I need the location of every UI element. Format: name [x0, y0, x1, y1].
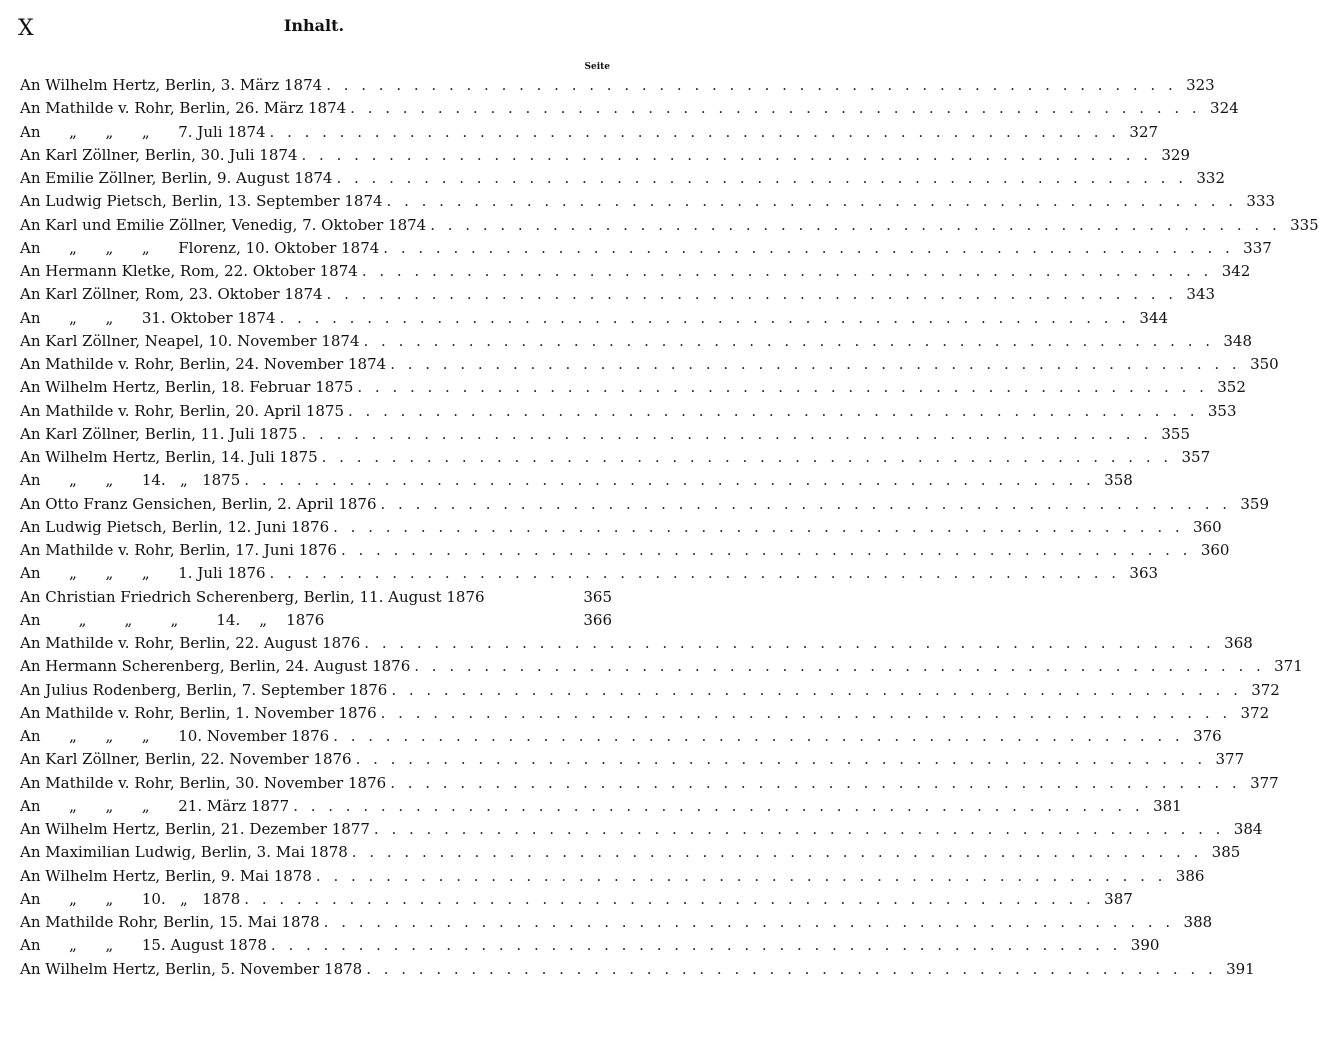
toc-page-number: 343	[1186, 285, 1216, 304]
toc-page-number: 323	[1186, 76, 1215, 94]
toc-entry	[20, 702, 1270, 725]
toc-page-number: 344	[1139, 308, 1169, 327]
toc-entry	[20, 283, 1216, 306]
toc-page-number: 372	[1240, 703, 1270, 722]
toc-page-number: 371	[1274, 657, 1303, 676]
toc-entry-text: An Julius Rodenberg, Berlin, 7. September 1876	[20, 680, 388, 699]
toc-entry	[20, 307, 1169, 330]
toc-entry-text: An „ „ „ 10. November 1876	[20, 727, 330, 745]
toc-entry-text: An Wilhelm Hertz, Berlin, 9. Mai 1878	[20, 866, 312, 885]
toc-entry-text: An Mathilde v. Rohr, Berlin, 17. Juni 1876	[20, 541, 337, 559]
toc-entry-text: An „ „ „ 21. März 1877	[20, 796, 290, 815]
toc-page-number: 329	[1161, 145, 1191, 164]
dot-leader	[366, 958, 1217, 981]
toc-entry	[20, 121, 1159, 144]
toc-entry	[20, 493, 1270, 516]
toc-page-number: 391	[1226, 959, 1255, 978]
toc-entry-text: An Karl Zöllner, Berlin, 11. Juli 1875	[20, 424, 298, 443]
toc-entry-text: An „ „ 31. Oktober 1874	[20, 308, 276, 327]
dot-leader	[333, 725, 1184, 748]
toc-page-number: 386	[1175, 866, 1205, 885]
toc-entry	[20, 190, 1276, 213]
toc-entry-text: An Hermann Kletke, Rom, 22. Oktober 1874	[20, 262, 358, 280]
toc-entry	[20, 260, 1251, 283]
toc-page-number: 337	[1243, 238, 1272, 257]
toc-entry-text: An Mathilde v. Rohr, Berlin, 22. August 1876	[20, 634, 361, 652]
dot-leader	[352, 841, 1203, 864]
dot-leader	[336, 167, 1187, 190]
toc-entry	[20, 376, 1246, 399]
toc-entry-text: An Mathilde v. Rohr, Berlin, 30. November 1876	[20, 773, 387, 792]
toc-entry	[20, 97, 1239, 120]
page-number: X	[18, 16, 35, 41]
toc-page-number: 348	[1223, 331, 1253, 350]
toc-entry	[20, 911, 1213, 934]
toc-entry-text: An „ „ 10. „ 1878	[20, 889, 241, 908]
dot-leader	[270, 121, 1121, 144]
toc-page-number: 376	[1193, 727, 1222, 745]
dot-leader	[356, 748, 1207, 771]
toc-page-number: 324	[1210, 99, 1239, 118]
dot-leader	[322, 446, 1173, 469]
toc-page-number: 350	[1250, 355, 1279, 373]
toc-entry	[20, 214, 1319, 237]
toc-page-number: 387	[1104, 889, 1133, 908]
toc-entry	[20, 167, 1225, 190]
dot-leader	[430, 214, 1281, 237]
toc-page-number: 384	[1233, 820, 1263, 838]
toc-entry-text: An Wilhelm Hertz, Berlin, 21. Dezember 1877	[20, 820, 370, 838]
toc-entry	[20, 74, 1215, 97]
dot-leader	[364, 330, 1215, 353]
toc-entry-text: An „ „ „ 1. Juli 1876	[20, 564, 266, 583]
toc-page-number: 357	[1181, 448, 1211, 466]
dot-leader	[341, 539, 1192, 562]
dot-leader	[383, 237, 1234, 260]
toc-entry	[20, 423, 1191, 446]
toc-page-number: 353	[1207, 401, 1237, 420]
toc-entry-text: An Maximilian Ludwig, Berlin, 3. Mai 1878	[20, 843, 348, 862]
toc-entry	[20, 958, 1255, 981]
toc-entry-text: An Wilhelm Hertz, Berlin, 14. Juli 1875	[20, 448, 318, 466]
dot-leader	[324, 911, 1175, 934]
toc-entry	[20, 632, 1253, 655]
toc-page-number: 359	[1240, 494, 1270, 513]
toc-page-number: 368	[1224, 634, 1253, 652]
toc-page-number: 366	[583, 610, 612, 629]
toc-entry	[20, 725, 1222, 748]
dot-leader	[293, 795, 1144, 818]
toc-entry-text: An Mathilde v. Rohr, Berlin, 26. März 1874	[20, 99, 347, 118]
page-title: Inhalt.	[283, 16, 345, 35]
toc-entry	[20, 446, 1211, 469]
toc-entry-text: An Mathilde v. Rohr, Berlin, 24. November 1874	[20, 355, 387, 373]
toc-entry	[20, 330, 1253, 353]
toc-entry-text: An Emilie Zöllner, Berlin, 9. August 1874	[20, 169, 333, 187]
toc-entry	[20, 539, 1230, 562]
dot-leader	[390, 353, 1241, 376]
toc-entry-text: An „ „ 14. „ 1875	[20, 471, 241, 490]
toc-entry	[20, 144, 1191, 167]
toc-entry-text: An Karl und Emilie Zöllner, Venedig, 7. Oktober 1874	[20, 215, 427, 234]
dot-leader	[381, 702, 1232, 725]
toc-page-number: 352	[1217, 378, 1246, 397]
toc-entry-text: An Ludwig Pietsch, Berlin, 13. September 1874	[20, 192, 383, 211]
dot-leader	[271, 934, 1122, 957]
toc-entry-text: An Mathilde Rohr, Berlin, 15. Mai 1878	[20, 913, 320, 931]
dot-leader	[327, 283, 1178, 306]
toc-entry-text: An „ „ 15. August 1878	[20, 936, 267, 955]
toc-entry	[20, 655, 1303, 678]
toc-entry-text: An „ „ „ 7. Juli 1874	[20, 122, 266, 141]
dot-leader	[381, 493, 1232, 516]
dot-leader	[302, 423, 1153, 446]
dot-leader	[280, 307, 1131, 330]
dot-leader	[326, 74, 1177, 97]
toc-entry	[20, 841, 1241, 864]
toc-page-number: 335	[1290, 215, 1319, 234]
dot-leader	[316, 865, 1167, 888]
dot-leader	[350, 97, 1201, 120]
toc-entry	[20, 934, 1160, 957]
dot-leader	[362, 260, 1213, 283]
toc-page-number: 363	[1129, 564, 1159, 583]
dot-leader	[348, 400, 1199, 423]
toc-entry	[20, 679, 1280, 702]
toc-page-number: 377	[1250, 773, 1279, 792]
toc-entry	[20, 748, 1245, 771]
toc-entry-text: An Christian Friedrich Scherenberg, Berlin, 11. August 1876	[20, 587, 485, 606]
toc-page-number: 390	[1130, 936, 1160, 955]
toc-entry	[20, 516, 1222, 539]
toc-page-number: 342	[1221, 262, 1251, 280]
toc-entry	[20, 818, 1263, 841]
toc-entry-text: An Mathilde v. Rohr, Berlin, 1. November 1876	[20, 703, 377, 722]
dot-leader	[270, 562, 1121, 585]
toc-page-number: 385	[1211, 843, 1241, 862]
toc-entry-text: An Wilhelm Hertz, Berlin, 3. März 1874	[20, 76, 323, 94]
toc-entry	[20, 609, 612, 632]
toc-page-number: 365	[583, 587, 612, 606]
dot-leader	[364, 632, 1215, 655]
dot-leader	[244, 888, 1095, 911]
toc-entry-text: An Karl Zöllner, Rom, 23. Oktober 1874	[20, 285, 323, 304]
toc-entry	[20, 237, 1272, 260]
toc-entry	[20, 469, 1133, 492]
dot-leader	[414, 655, 1265, 678]
toc-entry	[20, 562, 1159, 585]
dot-leader	[391, 679, 1242, 702]
toc-entry-text: An Karl Zöllner, Berlin, 22. November 1876	[20, 750, 352, 769]
toc-entry	[20, 772, 1279, 795]
toc-entry	[20, 400, 1237, 423]
toc-page-number: 372	[1251, 680, 1280, 699]
toc-page-number: 388	[1183, 913, 1213, 931]
toc-entry-text: An Wilhelm Hertz, Berlin, 18. Februar 1875	[20, 378, 354, 397]
toc-page-number: 327	[1129, 122, 1159, 141]
dot-leader	[387, 190, 1238, 213]
toc-entry	[20, 586, 612, 609]
toc-entry-text: An Ludwig Pietsch, Berlin, 12. Juni 1876	[20, 517, 330, 536]
toc-entry-text: An Karl Zöllner, Neapel, 10. November 1874	[20, 331, 360, 350]
toc-entry-text: An Otto Franz Gensichen, Berlin, 2. April 1876	[20, 494, 377, 513]
toc-entry-text: An Karl Zöllner, Berlin, 30. Juli 1874	[20, 145, 298, 164]
dot-leader	[302, 144, 1153, 167]
toc-page-number: 332	[1196, 169, 1225, 187]
toc-page-number: 358	[1104, 471, 1133, 490]
toc-entry-text: An „ „ „ Florenz, 10. Oktober 1874	[20, 238, 380, 257]
toc-entry-text: An Wilhelm Hertz, Berlin, 5. November 1878	[20, 959, 363, 978]
toc-entry	[20, 888, 1133, 911]
toc-page-number: 355	[1161, 424, 1191, 443]
toc-entry	[20, 865, 1205, 888]
toc-entry	[20, 795, 1182, 818]
toc-page-number: 333	[1246, 192, 1276, 211]
dot-leader	[390, 772, 1241, 795]
toc-entry-text: An „ „ „ 14. „ 1876	[20, 610, 325, 629]
dot-leader	[374, 818, 1225, 841]
table-of-contents	[20, 74, 1319, 981]
toc-entry	[20, 353, 1279, 376]
dot-leader	[357, 376, 1208, 399]
toc-page-number: 360	[1200, 541, 1230, 559]
toc-entry-text: An Mathilde v. Rohr, Berlin, 20. April 1875	[20, 401, 344, 420]
page-column-label: Seite	[584, 62, 610, 72]
toc-page-number: 377	[1215, 750, 1245, 769]
dot-leader	[333, 516, 1184, 539]
toc-page-number: 381	[1153, 796, 1182, 815]
toc-entry-text: An Hermann Scherenberg, Berlin, 24. August 1876	[20, 657, 411, 676]
toc-page-number: 360	[1193, 517, 1222, 536]
dot-leader	[244, 469, 1095, 492]
